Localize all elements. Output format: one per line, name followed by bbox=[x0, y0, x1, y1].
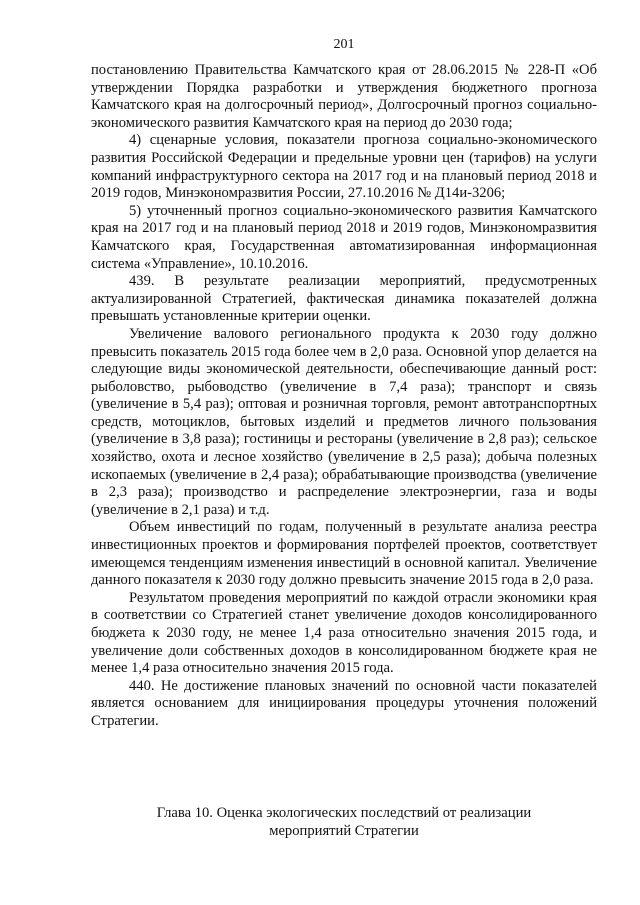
paragraph-7: Результатом проведения мероприятий по каждой отрасли экономики края в соответствии со Стратегией станет увеличение доходов консолидированного бюджета к 2030 году, не менее 1,4 раза относительно значения 2015 года, и увеличение доли собственных доходов в консолидированном бюджете края не менее 1,4 раза относительно значения 2015 года. bbox=[91, 589, 597, 677]
page-number: 201 bbox=[333, 37, 355, 52]
chapter-title-line-2: мероприятий Стратегии bbox=[269, 822, 419, 839]
paragraph-4: 439. В результате реализации мероприятий, предусмотренных актуализированной Стратегией, фактическая динамика показателей должна превышать установленные критерии оценки. bbox=[91, 273, 597, 325]
chapter-title bbox=[91, 805, 597, 840]
paragraph-2: 4) сценарные условия, показатели прогноза социально-экономического развития Российской Федерации и предельные уровни цен (тарифов) на услуги компаний инфраструктурного сектора на 2017 год и на плановый период 2018 и 2019 годов, Минэкономразвития России, 27.10.2016 № Д14и-3206; bbox=[91, 132, 597, 202]
paragraph-8: 440. Не достижение плановых значений по основной части показателей является основанием для инициирования процедуры уточнения положений Стратегии. bbox=[91, 677, 597, 729]
chapter-title-line-1: Глава 10. Оценка экологических последствий от реализации bbox=[156, 805, 532, 821]
body-text bbox=[91, 62, 597, 731]
paragraph-1: постановлению Правительства Камчатского края от 28.06.2015 № 228-П «Об утверждении Порядка разработки и утверждения бюджетного прогноза Камчатского края на долгосрочный период», Долгосрочный прогноз социально-экономического развития Камчатского края на период до 2030 года; bbox=[91, 62, 597, 131]
paragraph-5: Увеличение валового регионального продукта к 2030 году должно превысить показатель 2015 года более чем в 2,0 раза. Основной упор делается на следующие виды экономической деятельности, обеспечивающие данный рост: рыболовство, рыбоводство (увеличение в 7,4 раза); транспорт и связь (увеличение в 5,4 раз); оптовая и розничная торговля, ремонт автотранспортных средств, мотоциклов, бытовых изделий и предметов личного пользования (увеличение в 3,8 раза); гостиницы и рестораны (увеличение в 2,8 раз); сельское хозяйство, охота и лесное хозяйство (увеличение в 2,5 раза); добыча полезных ископаемых (увеличение в 2,4 раза); обрабатывающие производства (увеличение в 2,3 раза); производство и распределение электроэнергии, газа и воды (увеличение в 2,1 раза) и т.д. bbox=[91, 325, 597, 518]
paragraph-3: 5) уточненный прогноз социально-экономического развития Камчатского края на 2017 год и на плановый период 2018 и 2019 годов, Минэкономразвития Камчатского края, Государственная автоматизированная информационная система «Управление», 10.10.2016. bbox=[91, 202, 597, 272]
paragraph-6: Объем инвестиций по годам, полученный в результате анализа реестра инвестиционных проектов и формирования портфелей проектов, соответствует имеющемся тенденциям изменения инвестиций в основной капитал. Увеличение данного показателя к 2030 году должно превысить значение 2015 года в 2,0 раза. bbox=[91, 519, 597, 589]
